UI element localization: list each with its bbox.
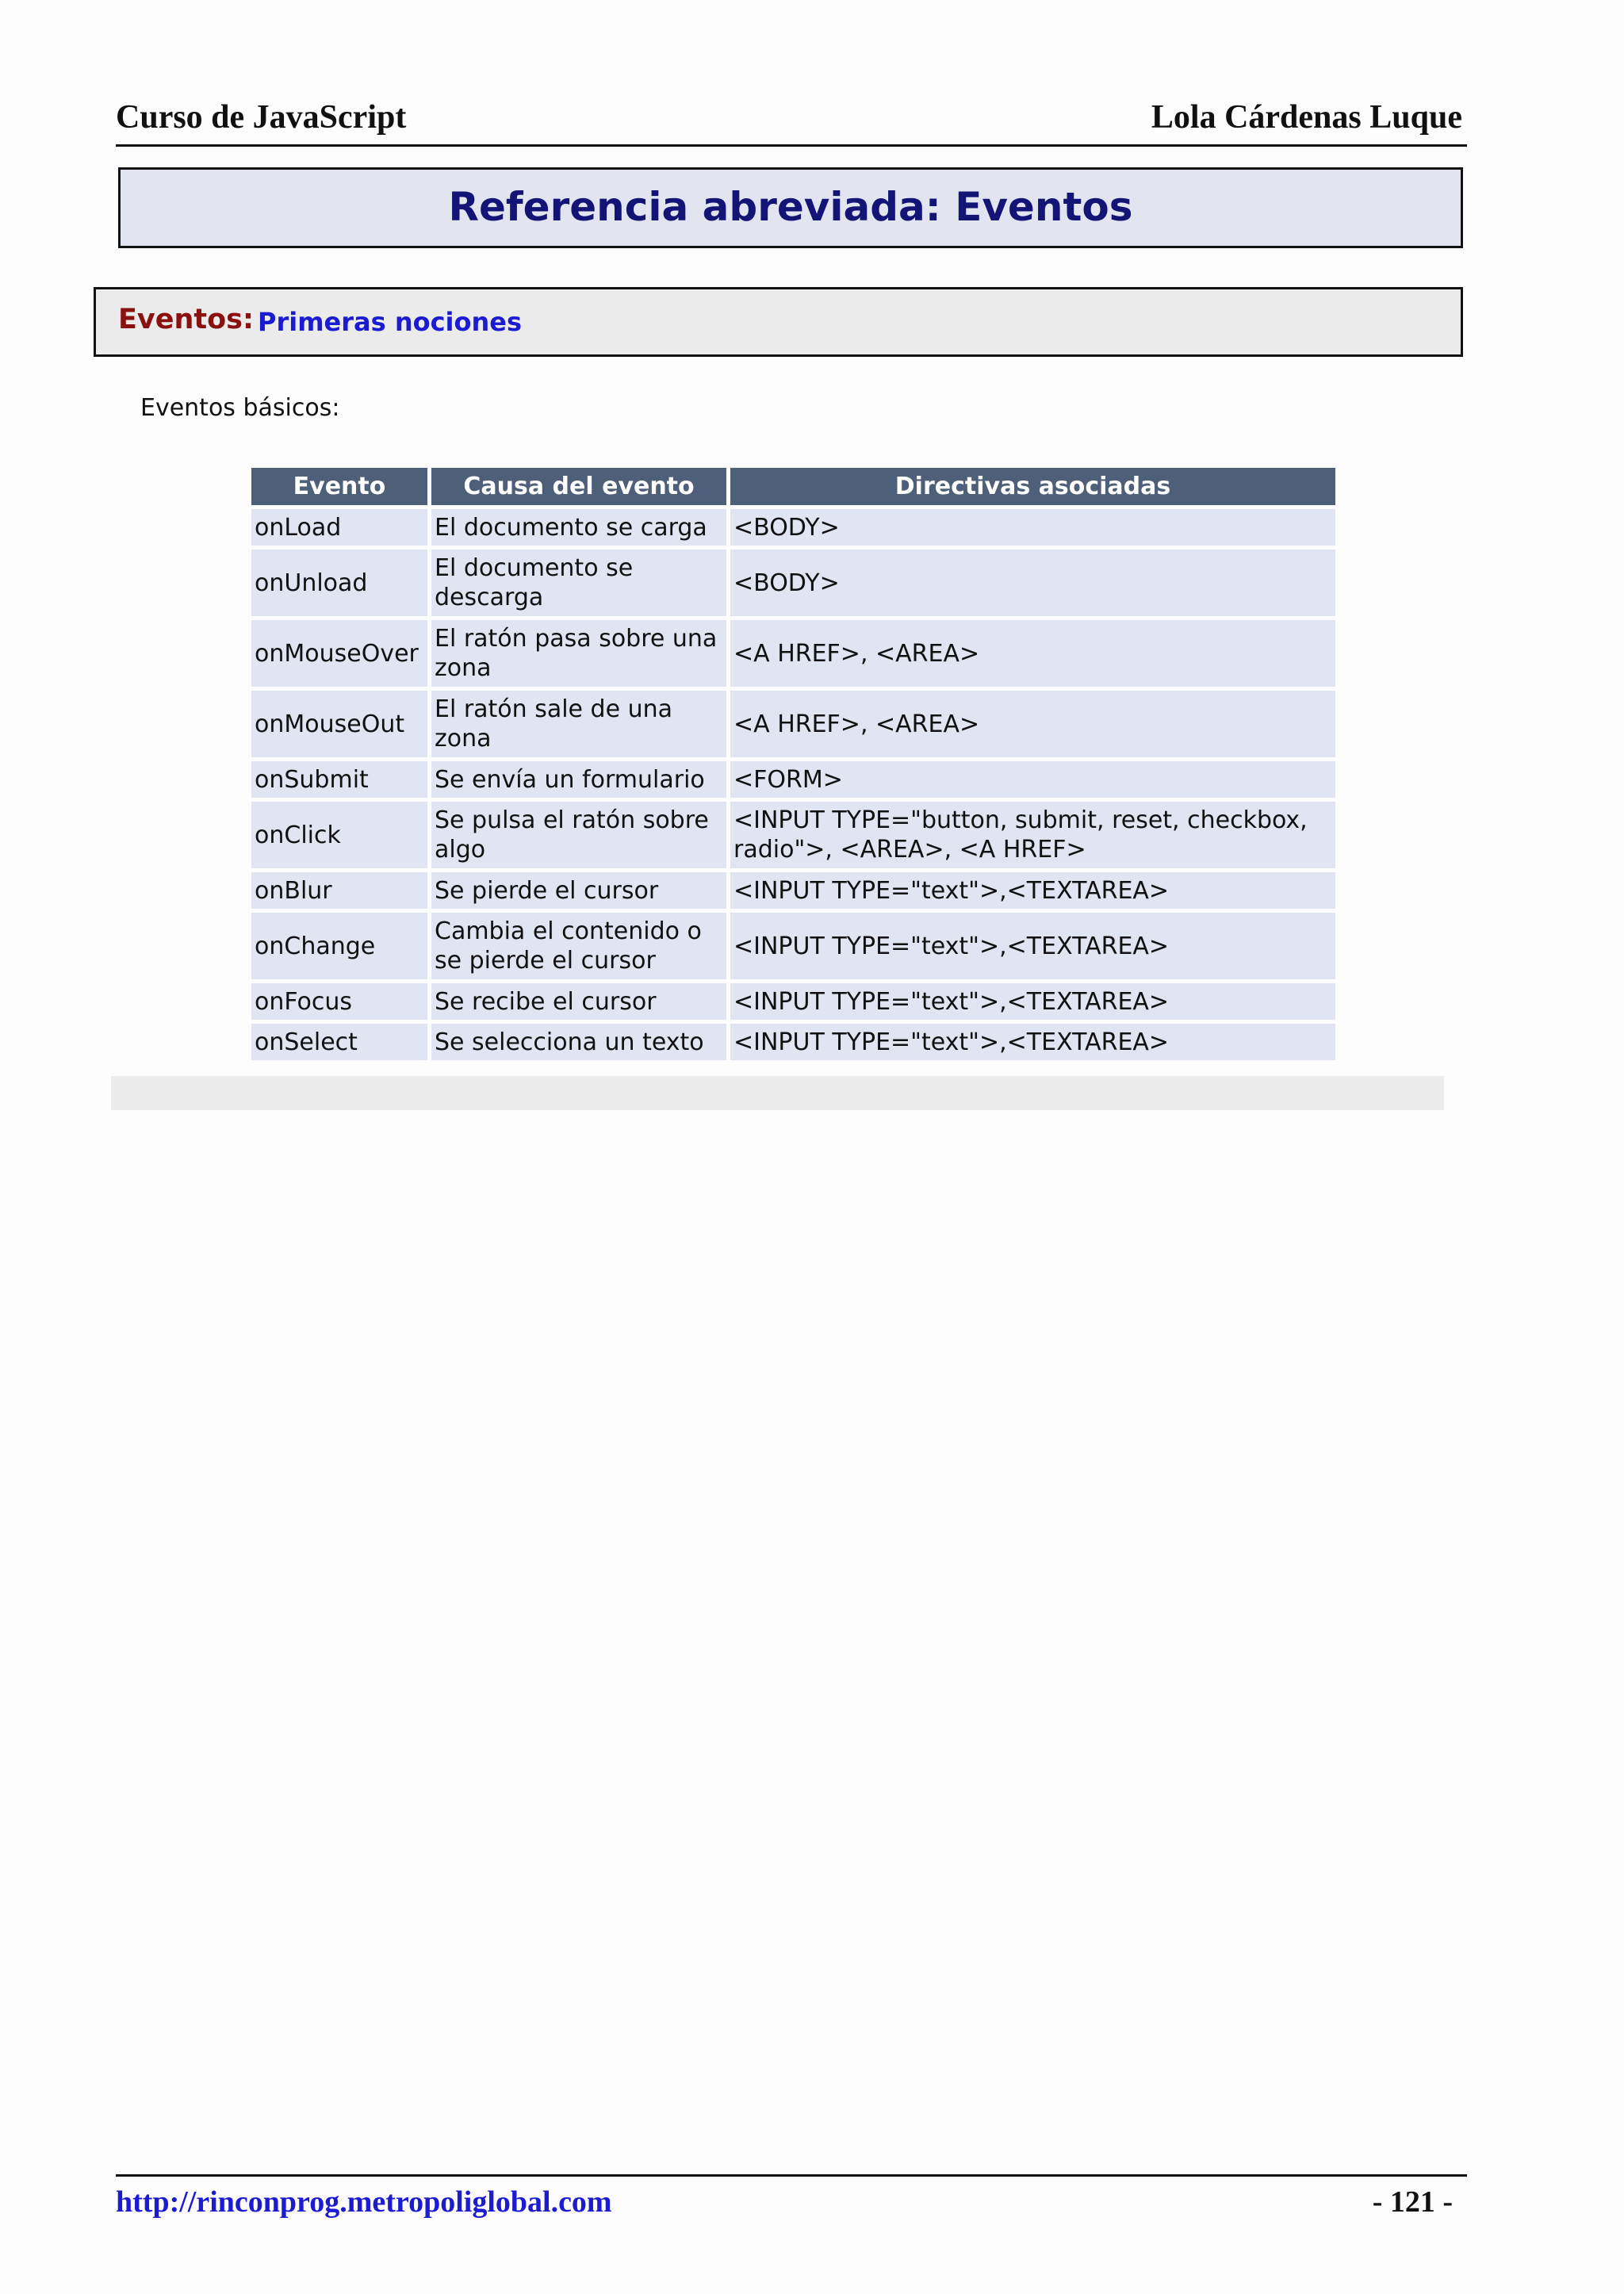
event-directives-cell: <A HREF>, <AREA> [730, 691, 1335, 757]
column-header: Directivas asociadas [730, 468, 1335, 505]
table-row [251, 872, 1335, 909]
event-cause-cell: El ratón sale de una zona [431, 691, 726, 757]
event-name-cell: onLoad [251, 509, 427, 546]
intro-text: Eventos básicos: [140, 394, 340, 422]
event-directives-cell: <INPUT TYPE="text">,<TEXTAREA> [730, 872, 1335, 909]
table-row [251, 620, 1335, 687]
event-name-cell: onMouseOver [251, 620, 427, 687]
table-row [251, 550, 1335, 616]
page-title: Referencia abreviada: Eventos [448, 184, 1133, 230]
event-directives-cell: <INPUT TYPE="text">,<TEXTAREA> [730, 1024, 1335, 1060]
event-directives-cell: <INPUT TYPE="text">,<TEXTAREA> [730, 913, 1335, 979]
event-cause-cell: El ratón pasa sobre una zona [431, 620, 726, 687]
column-header: Evento [251, 468, 427, 505]
column-header: Causa del evento [431, 468, 726, 505]
site-link[interactable]: http://rinconprog.metropoliglobal.com [116, 2185, 612, 2219]
event-name-cell: onChange [251, 913, 427, 979]
event-name-cell: onUnload [251, 550, 427, 616]
event-directives-cell: <FORM> [730, 761, 1335, 798]
event-cause-cell: El documento se carga [431, 509, 726, 546]
event-name-cell: onBlur [251, 872, 427, 909]
event-cause-cell: Se pierde el cursor [431, 872, 726, 909]
event-directives-cell: <INPUT TYPE="text">,<TEXTAREA> [730, 983, 1335, 1020]
event-directives-cell: <BODY> [730, 509, 1335, 546]
table-row [251, 691, 1335, 757]
event-cause-cell: Se pulsa el ratón sobre algo [431, 802, 726, 868]
author-name: Lola Cárdenas Luque [1151, 99, 1462, 136]
table-row [251, 1024, 1335, 1060]
event-directives-cell: <A HREF>, <AREA> [730, 620, 1335, 687]
event-name-cell: onSelect [251, 1024, 427, 1060]
table-row [251, 509, 1335, 546]
event-name-cell: onFocus [251, 983, 427, 1020]
table-row [251, 802, 1335, 868]
event-name-cell: onMouseOut [251, 691, 427, 757]
table-header-row [251, 468, 1335, 505]
event-cause-cell: El documento se descarga [431, 550, 726, 616]
section-subtitle: Primeras nociones [258, 307, 523, 337]
event-directives-cell: <BODY> [730, 550, 1335, 616]
title-box [118, 167, 1463, 248]
event-cause-cell: Se envía un formulario [431, 761, 726, 798]
table-body [251, 509, 1335, 1060]
event-name-cell: onSubmit [251, 761, 427, 798]
table-row [251, 761, 1335, 798]
course-title: Curso de JavaScript [116, 99, 407, 136]
event-cause-cell: Se recibe el cursor [431, 983, 726, 1020]
event-directives-cell: <INPUT TYPE="button, submit, reset, checkbox, radio">, <AREA>, <A HREF> [730, 802, 1335, 868]
event-cause-cell: Cambia el contenido o se pierde el cursor [431, 913, 726, 979]
section-heading [94, 287, 1463, 357]
table-row [251, 913, 1335, 979]
event-name-cell: onClick [251, 802, 427, 868]
section-label: Eventos: [118, 304, 254, 335]
page-header [116, 94, 1467, 147]
events-table [247, 464, 1339, 1064]
event-cause-cell: Se selecciona un texto [431, 1024, 726, 1060]
table-row [251, 983, 1335, 1020]
section-end-band [111, 1076, 1444, 1110]
page-footer [116, 2174, 1467, 2232]
page-number: - 121 - [1372, 2185, 1453, 2219]
